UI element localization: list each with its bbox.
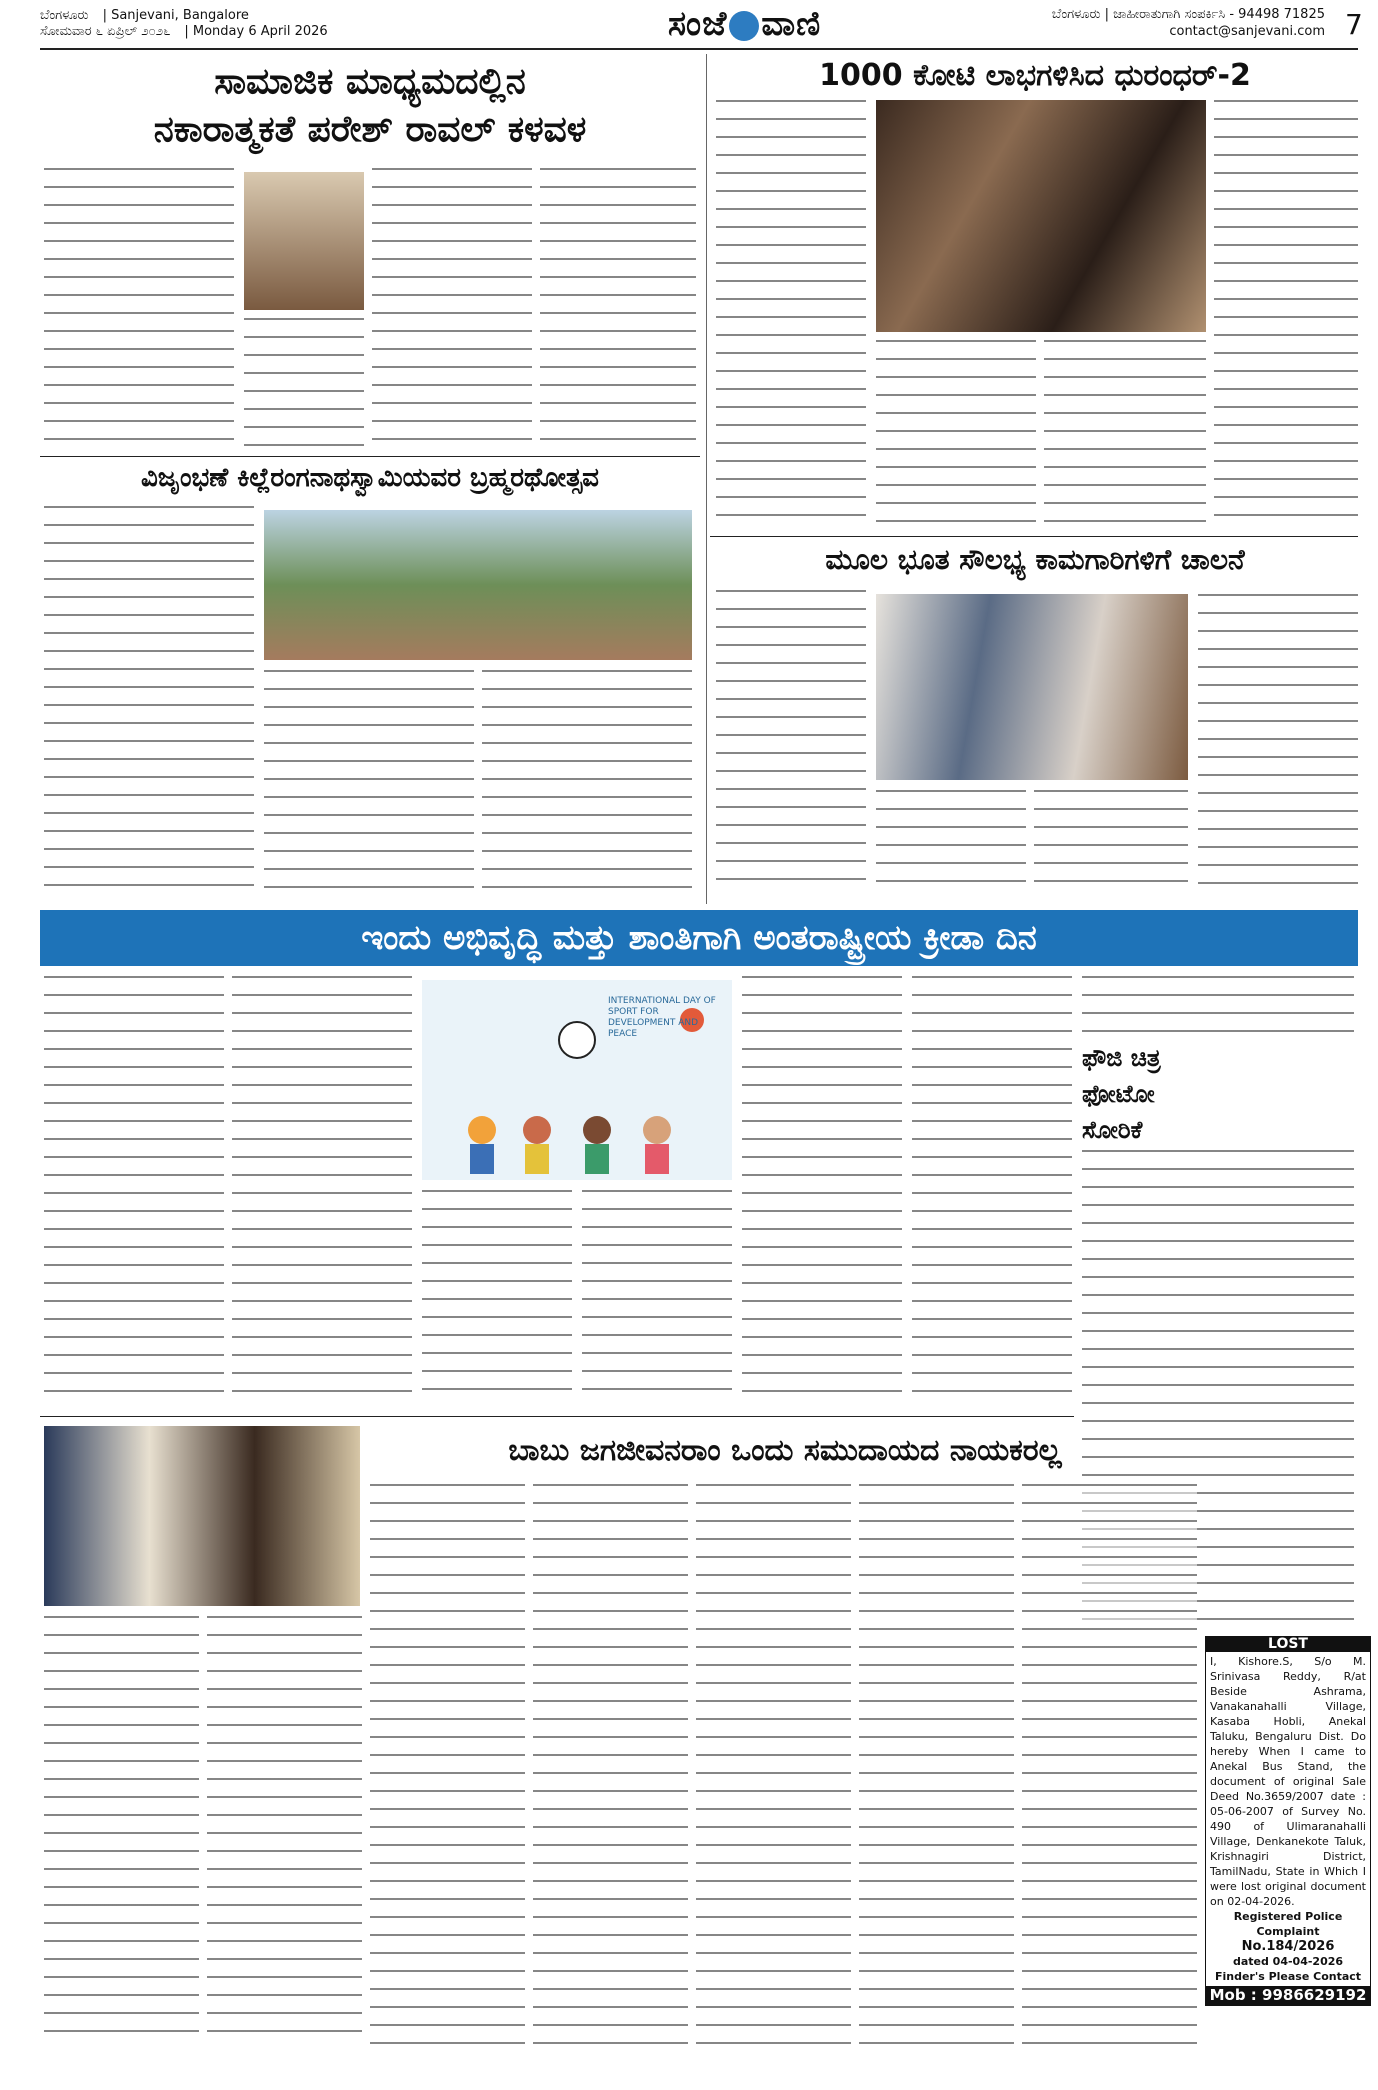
lost-notice-finder: Finder's Please Contact <box>1214 1970 1362 1983</box>
article-dhurandhar-text-col4 <box>1214 100 1358 530</box>
sports-day-poster <box>422 980 732 1180</box>
ad-contact: ಬೆಂಗಳೂರು | ಜಾಹೀರಾತುಗಾಗಿ ಸಂಪರ್ಕಿಸಿ - 94498 71825 <box>1051 7 1325 22</box>
lost-notice-title: LOST <box>1206 1637 1370 1652</box>
article-dhurandhar-text-col3 <box>1044 340 1206 530</box>
article-jagjivan-text-col3 <box>370 1484 525 2046</box>
article-paresh-text-col1 <box>44 168 234 448</box>
lost-notice-complaint-no: No.184/2026 <box>1241 1939 1335 1954</box>
column-divider <box>706 54 707 904</box>
jagjivan-ram-event-photo <box>44 1426 360 1606</box>
lost-notice-complaint-date: dated 04-04-2026 <box>1232 1955 1344 1968</box>
masthead-right <box>985 6 1325 40</box>
article-infra-continued <box>1082 976 1354 1036</box>
section-rule <box>40 1416 1074 1417</box>
masthead-left <box>40 8 342 40</box>
sports-day-banner: ಇಂದು ಅಭಿವೃದ್ಧಿ ಮತ್ತು ಶಾಂತಿಗಾಗಿ ಅಂತರಾಷ್ಟ್ರೀಯ ಕ್ರೀಡಾ ದಿನ <box>40 910 1358 966</box>
article-jagjivan-text-col1 <box>44 1616 199 2046</box>
article-infra-text-col2 <box>876 790 1026 896</box>
headline-line-1: ಸಾಮಾಜಿಕ ಮಾಧ್ಯಮದಲ್ಲಿನ <box>214 61 526 102</box>
lost-notice-mobile: Mob : 9986629192 <box>1206 1986 1370 2005</box>
lost-notice-body: I, Kishore.S, S/o M. Srinivasa Reddy, R/at Beside Ashrama, Vanakanahalli Village, Kasaba Hobli, Anekal Taluku, Bengaluru Dist. Do hereby When I came to Anekal Bus Stand, the document of original Sale Deed No.3659/2007 date : 05-06-2007 of Survey No. 490 of Ulimaranahalli Village, Denkanekote Taluk, Krishnagiri District, TamilNadu, State in Which I were lost original document on 02-04-2026. <box>1210 1655 1366 1908</box>
article-infra-headline: ಮೂಲ ಭೂತ ಸೌಲಭ್ಯ ಕಾಮಗಾರಿಗಳಿಗೆ ಚಾಲನೆ <box>825 543 1245 576</box>
masthead-city: ಬೆಂಗಳೂರು <box>40 8 89 23</box>
section-rule <box>710 536 1358 537</box>
article-ratha-text-col1 <box>44 506 254 896</box>
article-jagjivan-text-col4 <box>533 1484 688 2046</box>
masthead-rule <box>40 48 1358 50</box>
masthead-place: | Sanjevani, Bangalore <box>102 8 249 23</box>
rathotsava-photo <box>264 510 692 660</box>
article-jagjivan-headline: ಬಾಬು ಜಗಜೀವನರಾಂ ಒಂದು ಸಮುದಾಯದ ನಾಯಕರಲ್ಲ <box>508 1433 1062 1468</box>
article-ratha-headline: ವಿಜೃಂಭಣೆ ಕಿಲ್ಲೆರಂಗನಾಥಸ್ವಾಮಿಯವರ ಬ್ರಹ್ಮರಥೋತ್ಸವ <box>141 463 599 493</box>
article-jagjivan-text-col2 <box>207 1616 362 2046</box>
article-infra-text-col1 <box>716 590 866 896</box>
logo-left-text: ಸಂಜೆ <box>668 4 728 44</box>
article-infra-text-col4 <box>1198 594 1358 896</box>
infra-inauguration-photo <box>876 594 1188 780</box>
masthead-date-kn: ಸೋಮವಾರ ೬ ಏಪ್ರಿಲ್ ೨೦೨೬ <box>40 24 171 39</box>
lost-notice <box>1205 1636 1371 2006</box>
article-jagjivan-text-col7 <box>1022 1484 1197 2046</box>
logo-right-text: ವಾಣಿ <box>761 4 822 44</box>
fauji-headline-line-2: ಫೋಟೋ <box>1082 1080 1155 1108</box>
page-number: 7 <box>1345 8 1363 41</box>
dhurandhar-film-still <box>876 100 1206 332</box>
article-paresh-headline <box>40 58 700 154</box>
article-sports-text-col6 <box>912 976 1072 1406</box>
contact-email: contact@sanjevani.com <box>1169 24 1325 39</box>
globe-icon <box>729 11 759 41</box>
article-sports-text-col3 <box>422 1190 572 1406</box>
article-sports-text-col5 <box>742 976 902 1406</box>
article-paresh-text-col3 <box>540 168 696 448</box>
article-ratha-text-col3 <box>482 670 692 896</box>
article-ratha-text-col2 <box>264 670 474 896</box>
lost-notice-complaint-label: Registered Police Complaint <box>1233 1910 1343 1938</box>
section-rule <box>40 456 700 457</box>
article-sports-text-col2 <box>232 976 412 1406</box>
article-jagjivan-text-col5 <box>696 1484 851 2046</box>
article-dhurandhar-headline: 1000 ಕೋಟಿ ಲಾಭಗಳಿಸಿದ ಧುರಂಧರ್-2 <box>819 58 1251 93</box>
paresh-rawal-photo <box>244 172 364 310</box>
masthead-date-en: | Monday 6 April 2026 <box>184 24 328 39</box>
article-dhurandhar-text-col2 <box>876 340 1036 530</box>
newspaper-logo <box>668 4 821 44</box>
article-fauji-headline <box>1082 1040 1222 1148</box>
article-sports-text-col4 <box>582 1190 732 1406</box>
article-sports-text-col1 <box>44 976 224 1406</box>
article-paresh-text-col2 <box>372 168 532 448</box>
article-paresh-caption-text <box>244 318 364 448</box>
fauji-headline-line-3: ಸೋರಿಕೆ <box>1082 1116 1143 1144</box>
article-jagjivan-text-col6 <box>859 1484 1014 2046</box>
headline-line-2: ನಕಾರಾತ್ಮಕತೆ ಪರೇಶ್ ರಾವಲ್ ಕಳವಳ <box>153 109 587 150</box>
article-infra-text-col3 <box>1034 790 1188 896</box>
article-dhurandhar-text-col1 <box>716 100 866 530</box>
sports-poster-text: INTERNATIONAL DAY OF SPORT FOR DEVELOPMENT AND PEACE <box>608 996 716 1039</box>
fauji-headline-line-1: ಫೌಜಿ ಚಿತ್ರ <box>1082 1044 1161 1072</box>
